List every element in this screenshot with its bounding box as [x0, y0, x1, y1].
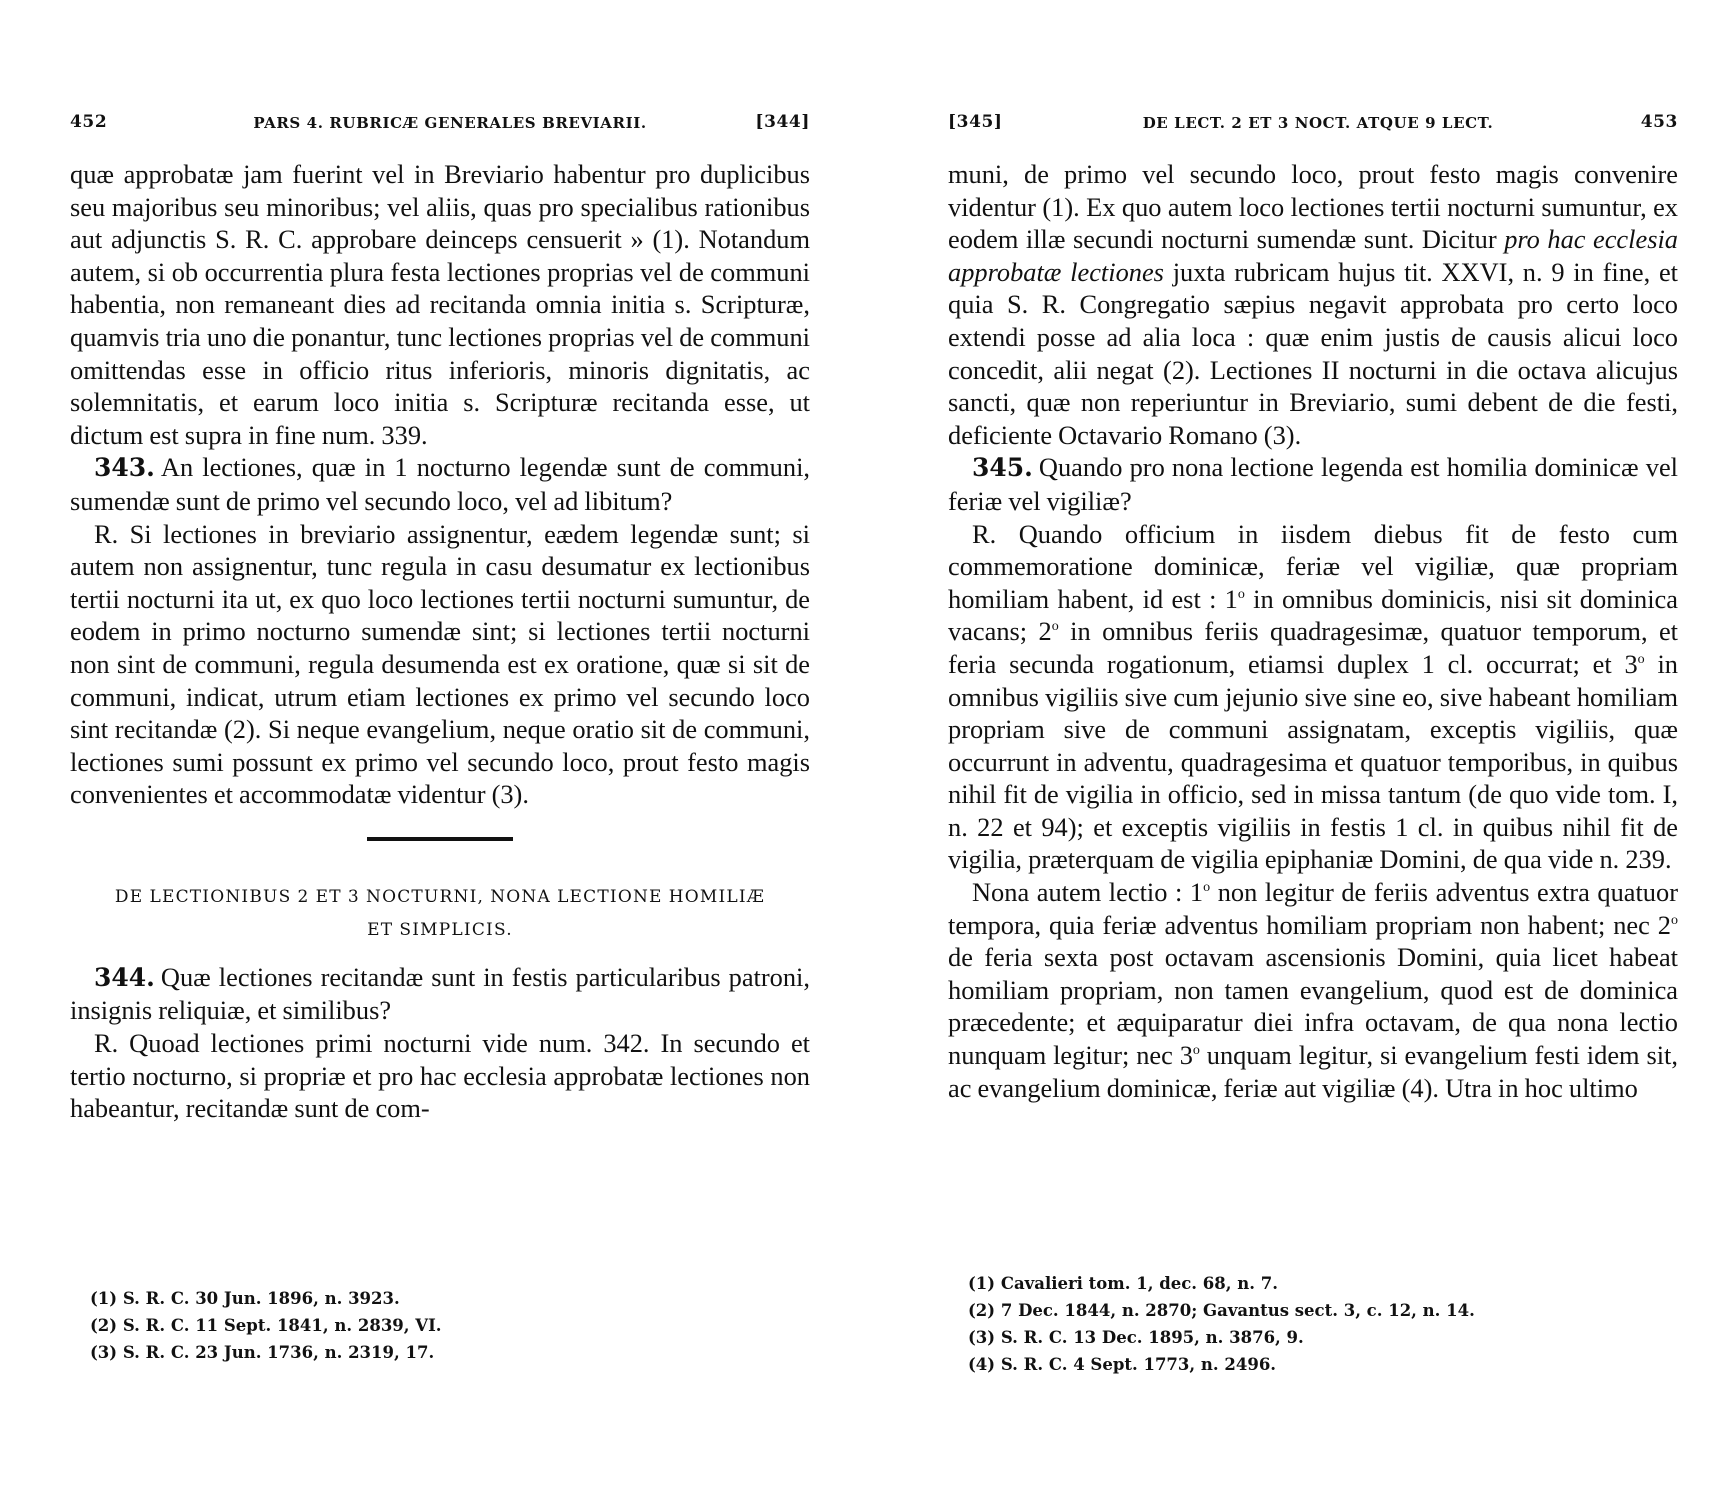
answer-part: in omnibus feriis quadragesimæ, quatuor temporum, et feria secunda rogationum, etiamsi duplex 1 cl. occurrat; et 3	[948, 616, 1678, 679]
nona-part: non legitur de feriis adventus extra quatuor tempora, quia feriæ adventus homiliam propriam non habent; nec 2	[948, 877, 1678, 940]
section-345-answer	[948, 518, 1678, 877]
footnote: (1) Cavalieri tom. 1, dec. 68, n. 7.	[968, 1274, 1278, 1293]
footnote: (2) 7 Dec. 1844, n. 2870; Gavantus sect. 3, c. 12, n. 14.	[968, 1301, 1475, 1320]
section-343-question-text: An lectiones, quæ in 1 nocturno legendæ sunt de communi, sumendæ sunt de primo vel secundo loco, vel ad libitum?	[70, 452, 810, 516]
section-345-question-text: Quando pro nona lectione legenda est homilia dominicæ vel feriæ vel vigiliæ?	[948, 452, 1678, 516]
section-heading-line-1: DE LECTIONIBUS 2 ET 3 NOCTURNI, NONA LECTIONE HOMILIÆ	[114, 886, 766, 907]
left-body-text	[70, 158, 810, 1125]
footnote: (1) S. R. C. 30 Jun. 1896, n. 3923.	[90, 1289, 400, 1308]
section-343-number: 343.	[94, 453, 155, 483]
answer-part: in omnibus vigiliis sive cum jejunio sive sine eo, sive habeant homiliam propriam sive de communi assignatam, exceptis vigiliis, quæ occurrunt in adventu, quadragesima et quatuor temporibus, in quibus nihil fit de vigilia in officio, sed in missa tantum (de quo vide tom. I, n. 22 et 94); et exceptis vigiliis in festis 1 cl. in quibus nihil fit de vigilia, præterquam de vigilia epiphaniæ Domini, de qua vide n. 239.	[948, 648, 1678, 875]
right-para1-end: juxta rubricam hujus tit. XXVI, n. 9 in fine, et quia S. R. Congregatio sæpius negavit approbata pro certo loco extendi posse ad alia loca : quæ enim justis de causis alicui loco concedit, alii negat (2). Lectiones II nocturni in die octava alicujus sancti, quæ non reperiuntur in Breviario, sumi debent de die festi, deficiente Octavario Romano (3).	[948, 256, 1678, 450]
nona-part: de feria sexta post octavam ascensionis Domini, quia licet habeat homiliam propriam, non tamen evangelium, quod est de dominica præcedente; et æquiparatur diei infra octavam, de qua nona lectio nunquam legitur; nec 3	[948, 942, 1678, 1071]
left-footnotes	[90, 1285, 810, 1366]
right-running-head	[948, 112, 1678, 138]
section-344-answer: R. Quoad lectiones primi nocturni vide num. 342. In secundo et tertio nocturno, si propriæ et pro hac ecclesia approbatæ lectiones non habeantur, recitandæ sunt de com-	[70, 1028, 810, 1124]
section-345-number: 345.	[972, 453, 1033, 483]
right-para1-start: muni, de primo vel secundo loco, prout festo magis convenire videntur (1). Ex quo autem loco lectiones tertii nocturni sumuntur, ex eodem illæ secundi nocturni sumendæ sunt. Dicitur	[948, 159, 1678, 255]
right-bracket-number: [345]	[948, 112, 1003, 132]
section-344-number: 344.	[94, 962, 155, 992]
ordinal-mark: o	[1192, 1043, 1200, 1059]
left-running-head	[70, 112, 810, 138]
footnote: (2) S. R. C. 11 Sept. 1841, n. 2839, VI.	[90, 1316, 442, 1335]
section-heading	[70, 881, 810, 947]
left-page-number: 452	[70, 112, 108, 132]
nona-part: Nona autem lectio : 1	[972, 877, 1204, 908]
section-343-answer: R. Si lectiones in breviario assignentur, eædem legendæ sunt; si autem non assignentur, tunc regula in casu desumatur ex lectionibus tertii nocturni ita ut, ex quo loco lectiones tertii nocturni sumuntur, de eodem in primo nocturno sumendæ sint; si lectiones tertii nocturni non sint de communi, regula desumenda est ex oratione, quæ si sit de communi, indicat, utrum etiam lectiones ex primo vel secundo loco sint recitandæ (2). Si neque evangelium, neque oratio sit de communi, lectiones sumi possunt ex primo vel secundo loco, prout festo magis convenientes et accommodatæ videntur (3).	[70, 518, 810, 810]
footnote: (4) S. R. C. 4 Sept. 1773, n. 2496.	[968, 1355, 1277, 1374]
left-bracket-number: [344]	[755, 112, 810, 132]
right-page-number: 453	[1640, 112, 1678, 132]
right-body-text	[948, 158, 1678, 1104]
left-running-title: PARS 4. RUBRICÆ GENERALES BREVIARII.	[253, 114, 647, 132]
ordinal-mark: o	[1203, 880, 1211, 896]
right-footnotes	[968, 1270, 1678, 1378]
nona-lectio-paragraph	[948, 876, 1678, 1104]
ordinal-mark: o	[1671, 912, 1678, 928]
ordinal-mark: o	[1237, 586, 1245, 602]
left-paragraph-continued: quæ approbatæ jam fuerint vel in Breviario habentur pro duplicibus seu majoribus seu minoribus; vel aliis, quas pro specialibus rationibus aut adjunctis S. R. C. approbare deinceps censuerit » (1). Notandum autem, si ob occurrentia plura festa lectiones proprias vel de communi habentia, non remaneant dies ad recitanda omnia initia s. Scripturæ, quamvis tria uno die ponantur, tunc lectiones proprias vel de communi omittendas esse in officio ritus inferioris, minoris dignitatis, ac solemnitatis, et earum loco initia s. Scripturæ recitanda esse, ut dictum est supra in fine num. 339.	[70, 159, 810, 450]
right-page	[948, 0, 1678, 1500]
footnote: (3) S. R. C. 23 Jun. 1736, n. 2319, 17.	[90, 1343, 435, 1362]
section-344-question	[70, 961, 810, 1027]
ordinal-mark: o	[1051, 619, 1059, 635]
section-345-question	[948, 451, 1678, 517]
left-page	[70, 0, 810, 1500]
right-running-title: DE LECT. 2 ET 3 NOCT. ATQUE 9 LECT.	[1142, 114, 1494, 132]
section-344-question-text: Quæ lectiones recitandæ sunt in festis particularibus patroni, insignis reliquiæ, et similibus?	[70, 961, 810, 1026]
right-paragraph-continued	[948, 158, 1678, 451]
answer-part: R. Quando officium in iisdem diebus fit de festo cum commemoratione dominicæ, feriæ vel vigiliæ, quæ propriam homiliam habent, id est : 1	[948, 518, 1678, 614]
ordinal-mark: o	[1637, 652, 1645, 668]
right-para1-italic: pro hac ecclesia approbatæ lectiones	[948, 224, 1678, 287]
section-heading-line-2: ET SIMPLICIS.	[367, 919, 513, 940]
footnote: (3) S. R. C. 13 Dec. 1895, n. 3876, 9.	[968, 1328, 1304, 1347]
answer-part: in omnibus dominicis, nisi sit dominica vacans; 2	[948, 583, 1678, 647]
nona-part: unquam legitur, si evangelium festi idem sit, ac evangelium dominicæ, feriæ aut vigiliæ (4). Utra in hoc ultimo	[948, 1040, 1678, 1103]
section-343-question	[70, 451, 810, 517]
section-divider-rule	[367, 837, 513, 841]
